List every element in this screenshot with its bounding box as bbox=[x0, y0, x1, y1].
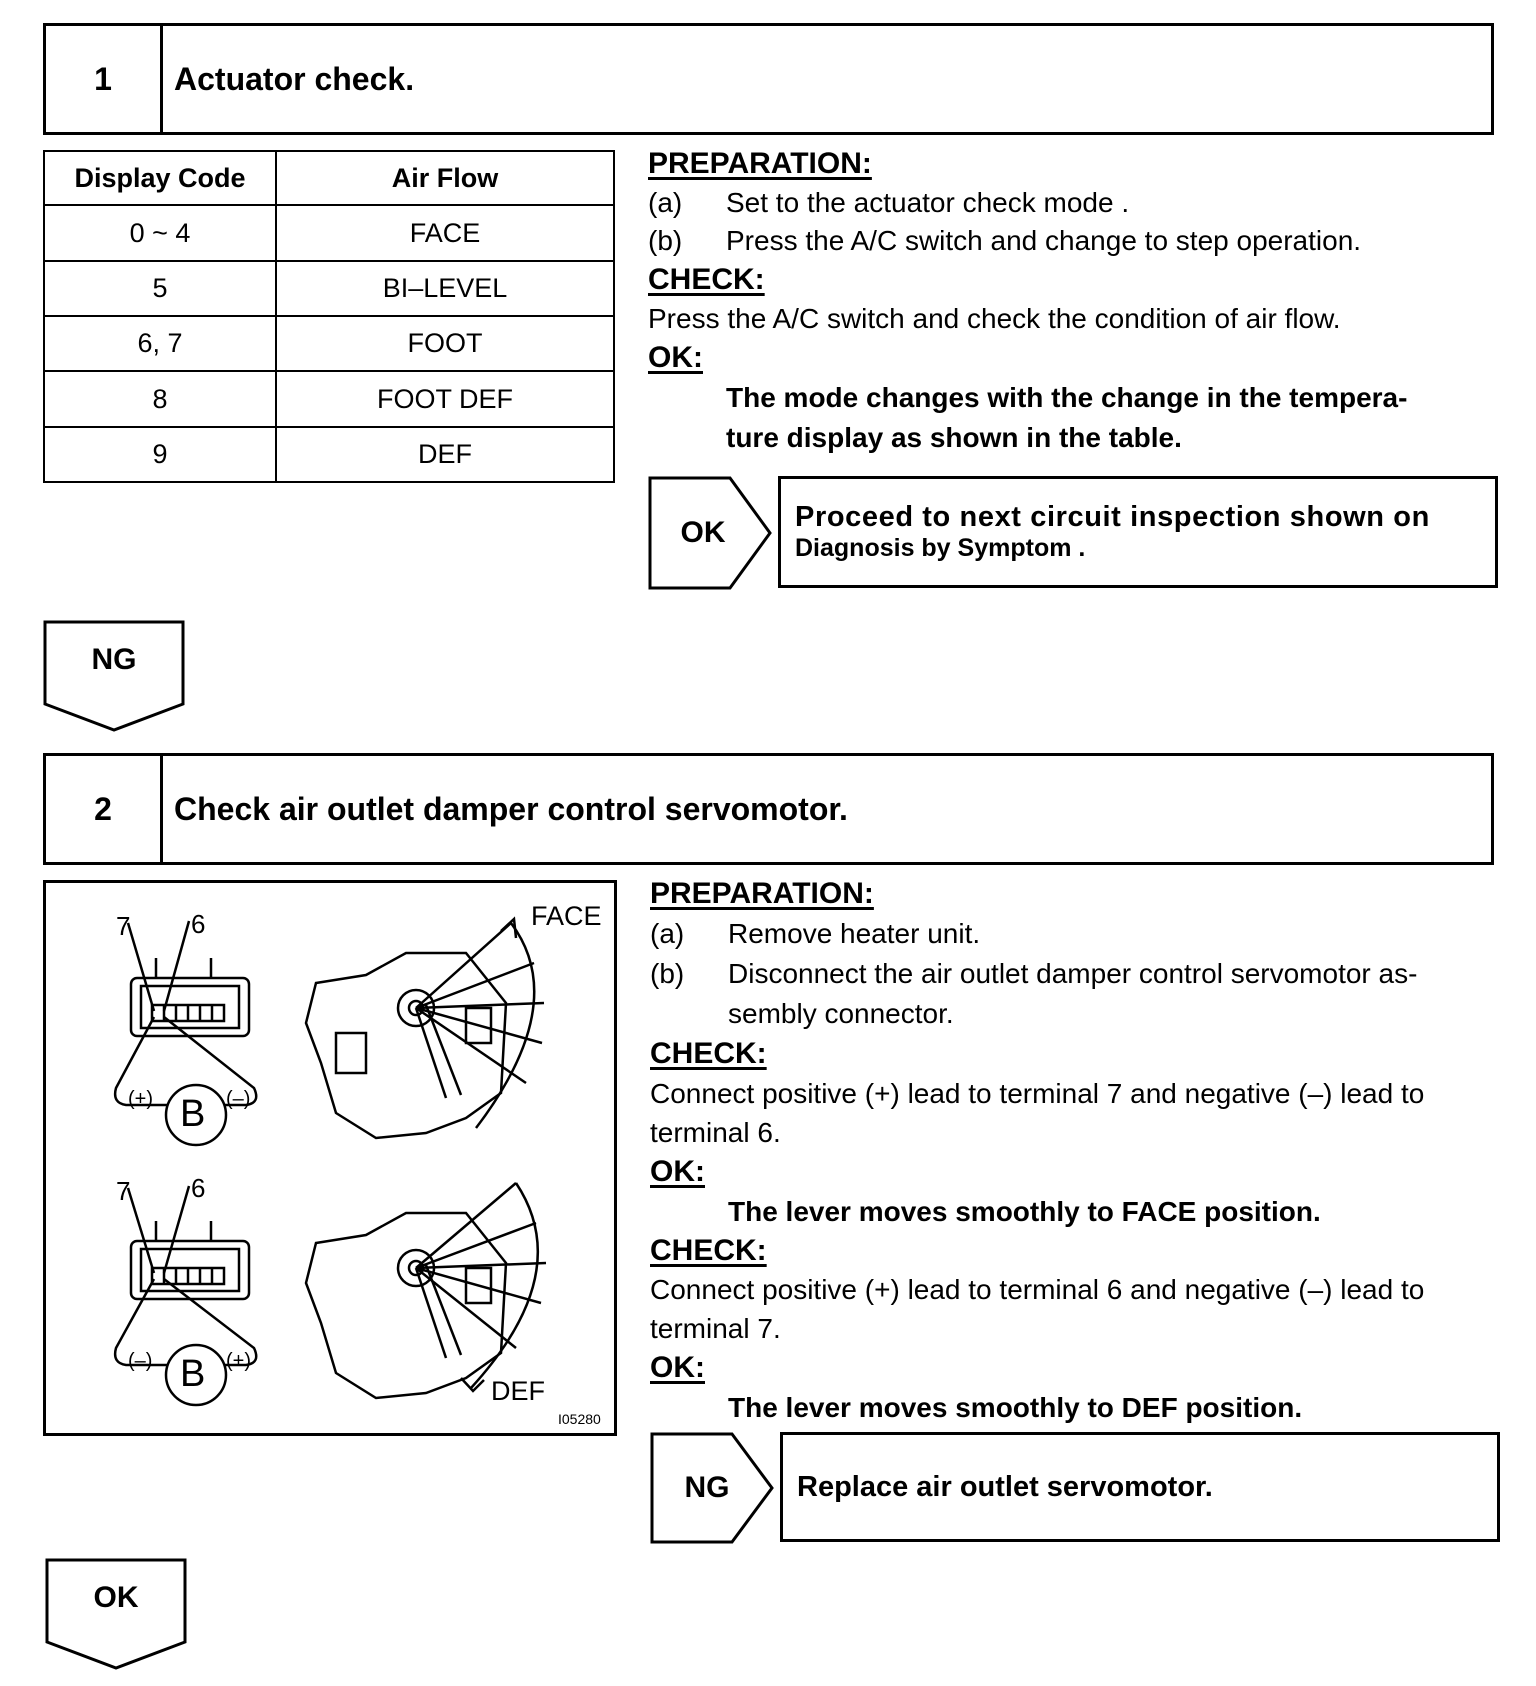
step2-number: 2 bbox=[46, 756, 163, 862]
col-display-code: Display Code bbox=[44, 151, 276, 205]
check2-line2: terminal 7. bbox=[650, 1313, 781, 1344]
ok-result-line1: Proceed to next circuit inspection shown on bbox=[795, 501, 1430, 533]
ok-result-box bbox=[778, 476, 1498, 588]
air-flow-cell: FOOT bbox=[276, 316, 614, 371]
battery-label-top: B bbox=[180, 1093, 206, 1135]
item-label: (b) bbox=[650, 958, 685, 989]
preparation-heading: PREPARATION: bbox=[648, 147, 872, 180]
ok1-text: The lever moves smoothly to FACE position. bbox=[728, 1196, 1321, 1227]
def-label: DEF bbox=[491, 1376, 545, 1406]
ng-right-arrow-label: NG bbox=[684, 1471, 730, 1504]
ok1-heading: OK: bbox=[650, 1155, 705, 1188]
item-text: Press the A/C switch and change to step operation. bbox=[726, 225, 1362, 256]
display-code-cell: 5 bbox=[44, 261, 276, 316]
item-label: (a) bbox=[650, 918, 685, 949]
ok-criteria-line2: ture display as shown in the table. bbox=[726, 422, 1182, 453]
ok2-heading: OK: bbox=[650, 1351, 705, 1384]
minus-label-top: (–) bbox=[226, 1088, 251, 1110]
check-heading: CHECK: bbox=[648, 263, 765, 296]
terminal-7-label-top: 7 bbox=[116, 911, 131, 941]
step2-instructions bbox=[650, 874, 1510, 1428]
check-text: Press the A/C switch and check the condition of air flow. bbox=[648, 303, 1341, 334]
display-code-cell: 8 bbox=[44, 371, 276, 427]
item-text: Disconnect the air outlet damper control servomotor as- bbox=[728, 958, 1418, 989]
ok-heading: OK: bbox=[648, 341, 703, 374]
ng-result-box bbox=[780, 1432, 1500, 1542]
display-code-cell: 0 ~ 4 bbox=[44, 205, 276, 261]
step2-title: Check air outlet damper control servomotor. bbox=[174, 790, 848, 827]
servomotor-figure bbox=[43, 880, 617, 1436]
item-label: (b) bbox=[648, 225, 683, 256]
ng-result-text: Replace air outlet servomotor. bbox=[797, 1470, 1213, 1503]
col-air-flow: Air Flow bbox=[276, 151, 614, 205]
check1-heading: CHECK: bbox=[650, 1037, 767, 1070]
step1-number: 1 bbox=[46, 26, 163, 132]
ok-result-line2: Diagnosis by Symptom . bbox=[795, 534, 1086, 562]
plus-label-bottom: (+) bbox=[226, 1350, 251, 1372]
terminal-6-label-bottom: 6 bbox=[191, 1173, 206, 1203]
step1-title: Actuator check. bbox=[174, 60, 415, 97]
step2-header bbox=[43, 753, 1494, 865]
air-flow-cell: FOOT DEF bbox=[276, 371, 614, 427]
ok-arrow-label: OK bbox=[680, 516, 726, 549]
prep-item-a bbox=[650, 914, 1510, 954]
prep-item-a bbox=[648, 184, 1508, 222]
check1-line2: terminal 6. bbox=[650, 1117, 781, 1148]
display-code-table bbox=[43, 150, 615, 483]
table-row bbox=[44, 205, 614, 261]
display-code-cell: 9 bbox=[44, 427, 276, 482]
prep-item-b-cont: sembly connector. bbox=[728, 998, 954, 1029]
item-text: Set to the actuator check mode . bbox=[726, 187, 1130, 218]
ok-criteria-line1: The mode changes with the change in the tempera- bbox=[726, 382, 1408, 413]
terminal-6-label-top: 6 bbox=[191, 909, 206, 939]
air-flow-cell: DEF bbox=[276, 427, 614, 482]
check2-heading: CHECK: bbox=[650, 1234, 767, 1267]
face-label: FACE bbox=[531, 901, 602, 931]
step1-header bbox=[43, 23, 1494, 135]
battery-label-bottom: B bbox=[180, 1353, 206, 1395]
check2-line1: Connect positive (+) lead to terminal 6 and negative (–) lead to bbox=[650, 1274, 1425, 1305]
ng-arrow-label: NG bbox=[91, 643, 137, 676]
item-text: Remove heater unit. bbox=[728, 918, 981, 949]
ok-down-arrow-label: OK bbox=[93, 1581, 139, 1614]
check1-line1: Connect positive (+) lead to terminal 7 and negative (–) lead to bbox=[650, 1078, 1425, 1109]
table-row bbox=[44, 316, 614, 371]
table-row bbox=[44, 261, 614, 316]
display-code-cell: 6, 7 bbox=[44, 316, 276, 371]
preparation-heading: PREPARATION: bbox=[650, 877, 874, 910]
minus-label-bottom: (–) bbox=[128, 1350, 153, 1372]
air-flow-cell: BI–LEVEL bbox=[276, 261, 614, 316]
table-row bbox=[44, 427, 614, 482]
prep-item-b bbox=[650, 954, 1510, 994]
item-label: (a) bbox=[648, 187, 683, 218]
plus-label-top: (+) bbox=[128, 1088, 153, 1110]
figure-id: I05280 bbox=[558, 1411, 601, 1427]
prep-item-b bbox=[648, 222, 1508, 260]
table-row bbox=[44, 371, 614, 427]
ok2-text: The lever moves smoothly to DEF position. bbox=[728, 1392, 1303, 1423]
air-flow-cell: FACE bbox=[276, 205, 614, 261]
step1-instructions bbox=[648, 144, 1508, 458]
terminal-7-label-bottom: 7 bbox=[116, 1176, 131, 1206]
